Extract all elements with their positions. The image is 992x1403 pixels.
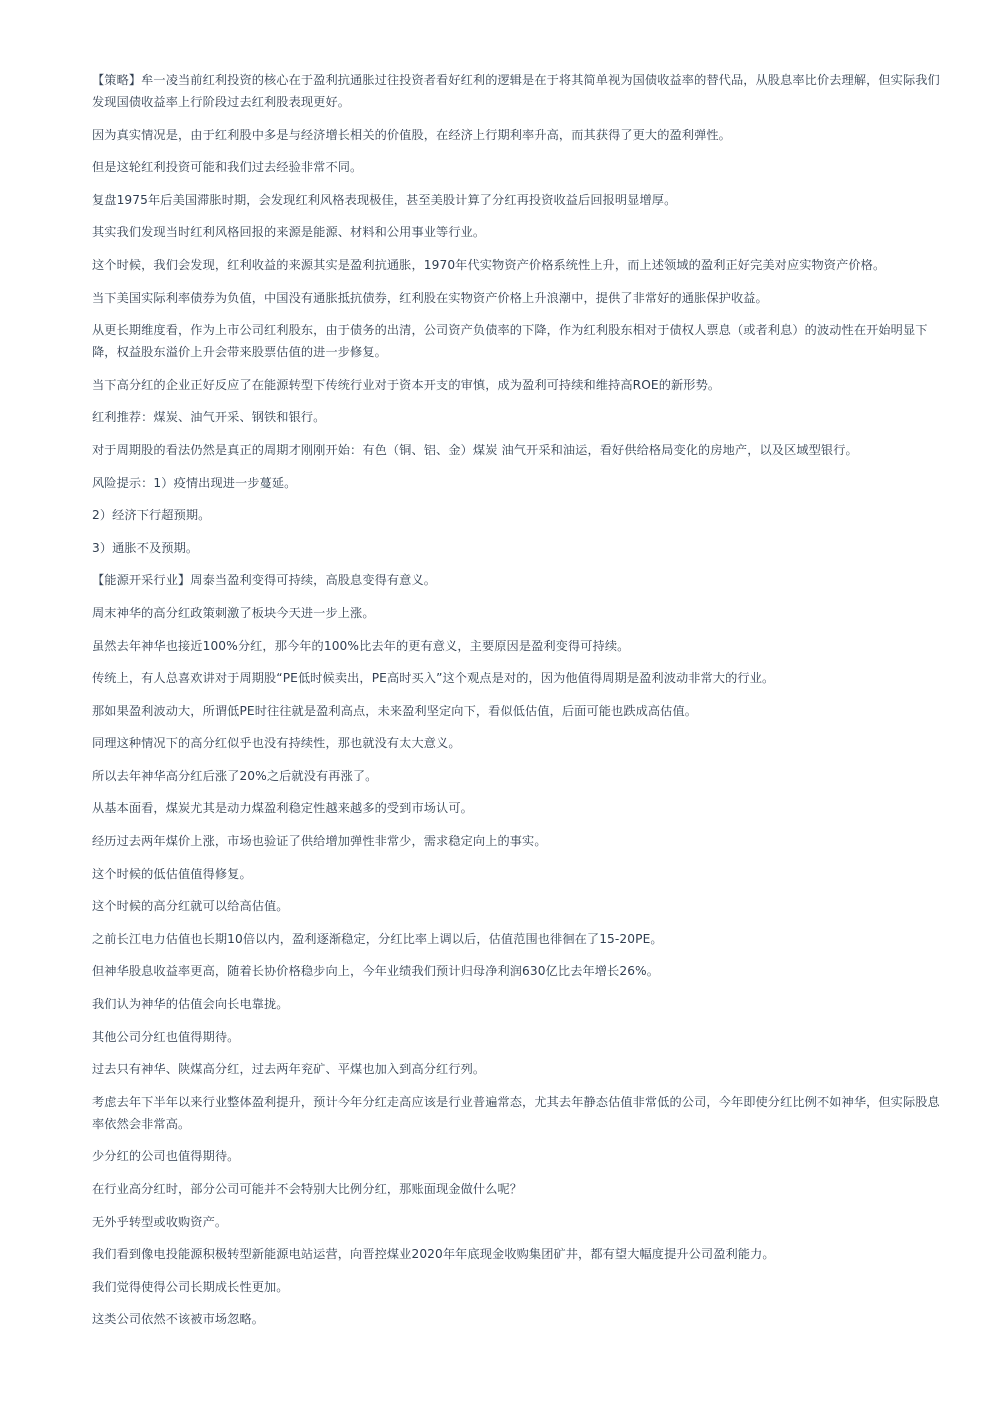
paragraph: 这个时候，我们会发现，红利收益的来源其实是盈利抗通胀，1970年代实物资产价格系统性上升，而上述领域的盈利正好完美对应实物资产价格。 — [92, 257, 886, 272]
paragraph: 其他公司分红也值得期待。 — [92, 1029, 240, 1044]
paragraph: 在行业高分红时，部分公司可能并不会特别大比例分红，那账面现金做什么呢？ — [92, 1182, 523, 1196]
paragraph: 但神华股息收益率更高，随着长协价格稳步向上，今年业绩我们预计归母净利润630亿比去年增长26%。 — [92, 964, 660, 979]
document-body — [92, 69, 944, 1341]
paragraph: 这个时候的低估值值得修复。 — [92, 866, 252, 881]
paragraph: 当下美国实际利率债券为负值，中国没有通胀抵抗债券，红利股在实物资产价格上升浪潮中，提供了非常好的通胀保护收益。 — [92, 290, 768, 305]
paragraph: 所以去年神华高分红后涨了20%之后就没有再涨了。 — [92, 768, 378, 783]
paragraph: 无外乎转型或收购资产。 — [92, 1214, 228, 1229]
paragraph: 红利推荐：煤炭、油气开采、钢铁和银行。 — [92, 410, 326, 425]
paragraph: 经历过去两年煤价上涨，市场也验证了供给增加弹性非常少，需求稳定向上的事实。 — [92, 834, 547, 849]
paragraph: 这个时候的高分红就可以给高估值。 — [92, 899, 289, 914]
paragraph: 考虑去年下半年以来行业整体盈利提升，预计今年分红走高应该是行业普遍常态，尤其去年静态估值非常低的公司，今年即使分红比例不如神华，但实际股息率依然会非常高。 — [92, 1094, 940, 1131]
paragraph: 那如果盈利波动大，所谓低PE时往往就是盈利高点，未来盈利坚定向下，看似低估值，后面可能也跌成高估值。 — [92, 703, 698, 718]
paragraph: 我们看到像电投能源积极转型新能源电站运营，向晋控煤业2020年年底现金收购集团矿井，都有望大幅度提升公司盈利能力。 — [92, 1247, 775, 1262]
paragraph: 其实我们发现当时红利风格回报的来源是能源、材料和公用事业等行业。 — [92, 225, 486, 240]
paragraph: 当下高分红的企业正好反应了在能源转型下传统行业对于资本开支的审慎，成为盈利可持续和维持高ROE的新形势。 — [92, 377, 721, 392]
paragraph: 风险提示：1）疫情出现进一步蔓延。 — [92, 475, 297, 490]
paragraph: 传统上，有人总喜欢讲对于周期股“PE低时候卖出，PE高时买入”这个观点是对的，因为他值得周期是盈利波动非常大的行业。 — [92, 671, 775, 686]
paragraph: 我们认为神华的估值会向长电靠拢。 — [92, 997, 289, 1012]
paragraph: 虽然去年神华也接近100%分红，那今年的100%比去年的更有意义，主要原因是盈利变得可持续。 — [92, 638, 630, 653]
paragraph: 【策略】牟一凌当前红利投资的核心在于盈利抗通胀过往投资者看好红利的逻辑是在于将其简单视为国债收益率的替代品，从股息率比价去理解，但实际我们发现国债收益率上行阶段过去红利股表现更好。 — [92, 73, 940, 109]
paragraph: 复盘1975年后美国滞胀时期，会发现红利风格表现极佳，甚至美股计算了分红再投资收益后回报明显增厚。 — [92, 192, 677, 207]
paragraph: 2）经济下行超预期。 — [92, 508, 211, 523]
paragraph: 周末神华的高分红政策刺激了板块今天进一步上涨。 — [92, 605, 375, 620]
paragraph: 我们觉得使得公司长期成长性更加。 — [92, 1279, 289, 1294]
paragraph: 但是这轮红利投资可能和我们过去经验非常不同。 — [92, 160, 363, 175]
paragraph: 从基本面看，煤炭尤其是动力煤盈利稳定性越来越多的受到市场认可。 — [92, 801, 473, 816]
paragraph: 少分红的公司也值得期待。 — [92, 1149, 240, 1164]
paragraph: 过去只有神华、陕煤高分红，过去两年兖矿、平煤也加入到高分红行列。 — [92, 1062, 486, 1077]
paragraph: 对于周期股的看法仍然是真正的周期才刚刚开始：有色（铜、铝、金）煤炭 油气开采和油运，看好供给格局变化的房地产，以及区域型银行。 — [92, 442, 858, 457]
paragraph: 这类公司依然不该被市场忽略。 — [92, 1312, 265, 1327]
paragraph: 从更长期维度看，作为上市公司红利股东，由于债务的出清，公司资产负债率的下降，作为红利股东相对于债权人票息（或者利息）的波动性在开始明显下降，权益股东溢价上升会带来股票估值的进一步修复。 — [92, 323, 928, 360]
paragraph: 因为真实情况是，由于红利股中多是与经济增长相关的价值股，在经济上行期利率升高，而其获得了更大的盈利弹性。 — [92, 127, 731, 142]
paragraph: 之前长江电力估值也长期10倍以内，盈利逐渐稳定，分红比率上调以后，估值范围也徘徊在了15-20PE。 — [92, 931, 663, 946]
paragraph: 同理这种情况下的高分红似乎也没有持续性，那也就没有太大意义。 — [92, 736, 461, 751]
paragraph: 【能源开采行业】周泰当盈利变得可持续，高股息变得有意义。 — [92, 573, 437, 588]
paragraph: 3）通胀不及预期。 — [92, 540, 199, 555]
